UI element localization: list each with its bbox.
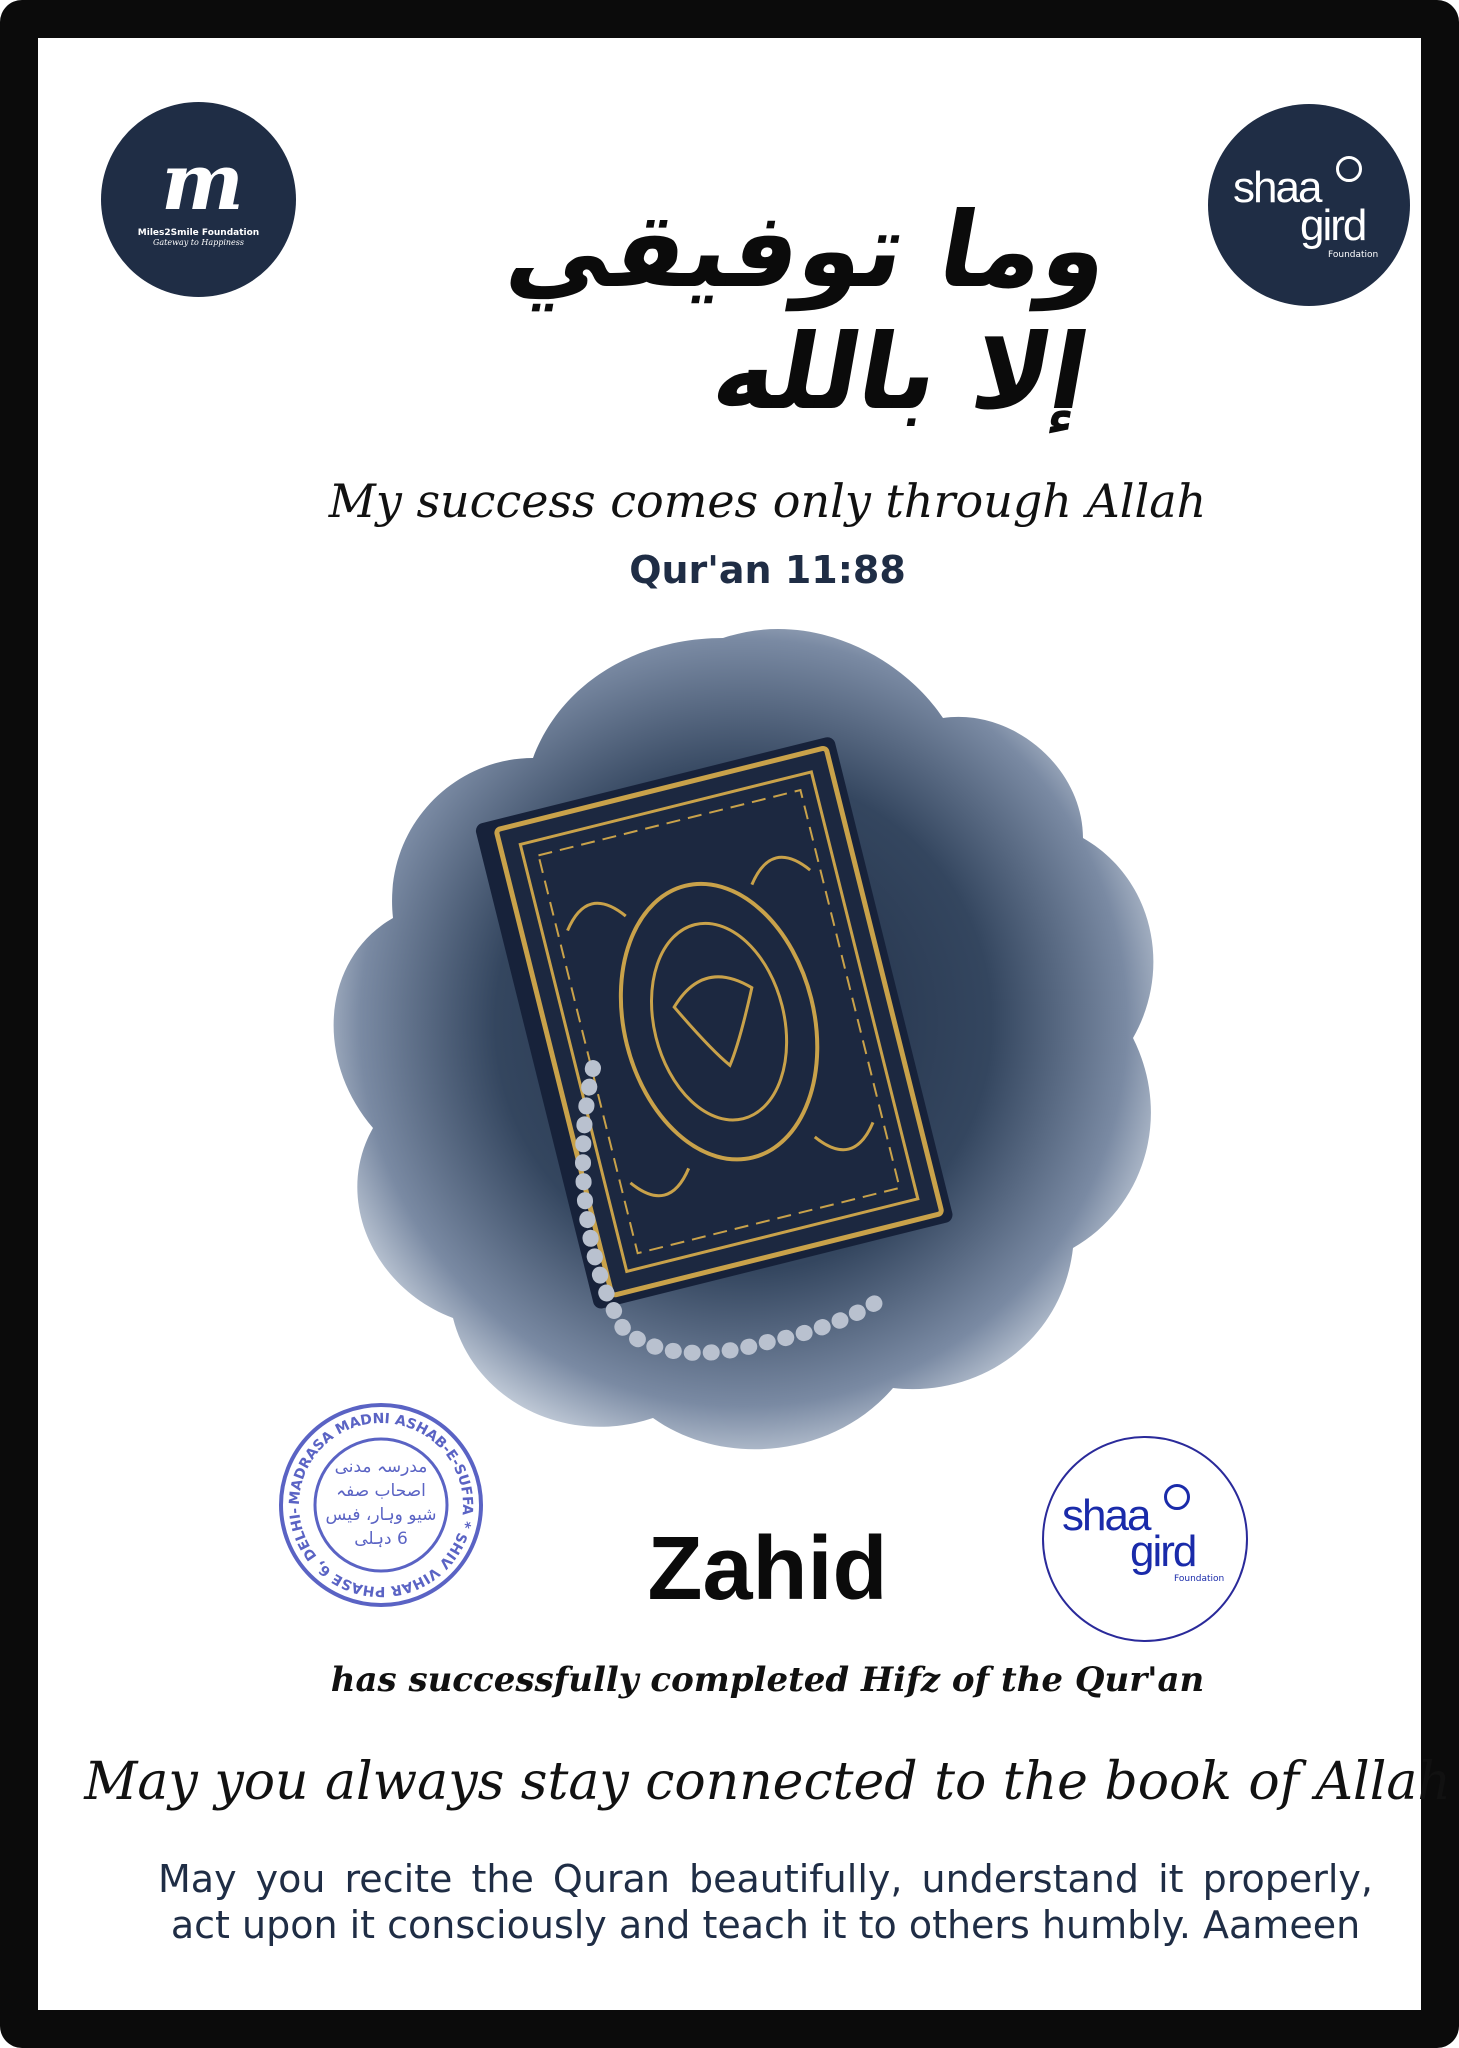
- recipient-name: Zahid: [647, 1519, 888, 1619]
- quote-reference: Qur'an 11:88: [629, 548, 906, 592]
- quote-translation: My success comes only through Allah: [328, 474, 1207, 528]
- quran-illustration: [293, 598, 1193, 1478]
- logo-foundation-label: Foundation: [1328, 250, 1379, 260]
- seal-ring-icon: [1164, 1484, 1190, 1510]
- logo-org-name: Miles2Smile Foundation: [137, 228, 260, 238]
- seal-word-shaa: shaa: [1062, 1491, 1150, 1540]
- stamp-urdu-text: مدرسہ مدنی اصحاب صفہ شیو وہار، فیس 6 دہلی: [325, 1457, 437, 1549]
- stamp-ring-text: MADRASA MADNI ASHAB-E-SUFFA * SHIV VIHAR PHASE 6, DELHI-: [286, 1410, 476, 1600]
- logo-word-gird: gird: [1300, 201, 1366, 250]
- blessing-heading: May you always stay connected to the book of Allah: [84, 1752, 1451, 1812]
- seal-foundation-label: Foundation: [1174, 1574, 1225, 1584]
- miles2smile-logo: [101, 102, 296, 297]
- shaagird-logo: [1208, 104, 1410, 306]
- ink-splash-graphic: [293, 598, 1193, 1478]
- m-logo-mark: m: [161, 137, 236, 228]
- prayer-text: May you recite the Quran beautifully, understand it properly, act upon it consciously and teach it to others humbly. Aameen: [158, 1857, 1373, 1947]
- completion-statement: has successfully completed Hifz of the Qur'an: [330, 1660, 1205, 1700]
- logo-tagline: Gateway to Happiness: [152, 238, 244, 247]
- logo-word-shaa: shaa: [1233, 163, 1321, 212]
- seal-word-gird: gird: [1130, 1527, 1196, 1576]
- arabic-calligraphy: وما توفيقي إلا بالله: [498, 188, 1120, 433]
- logo-ring-icon: [1336, 156, 1362, 182]
